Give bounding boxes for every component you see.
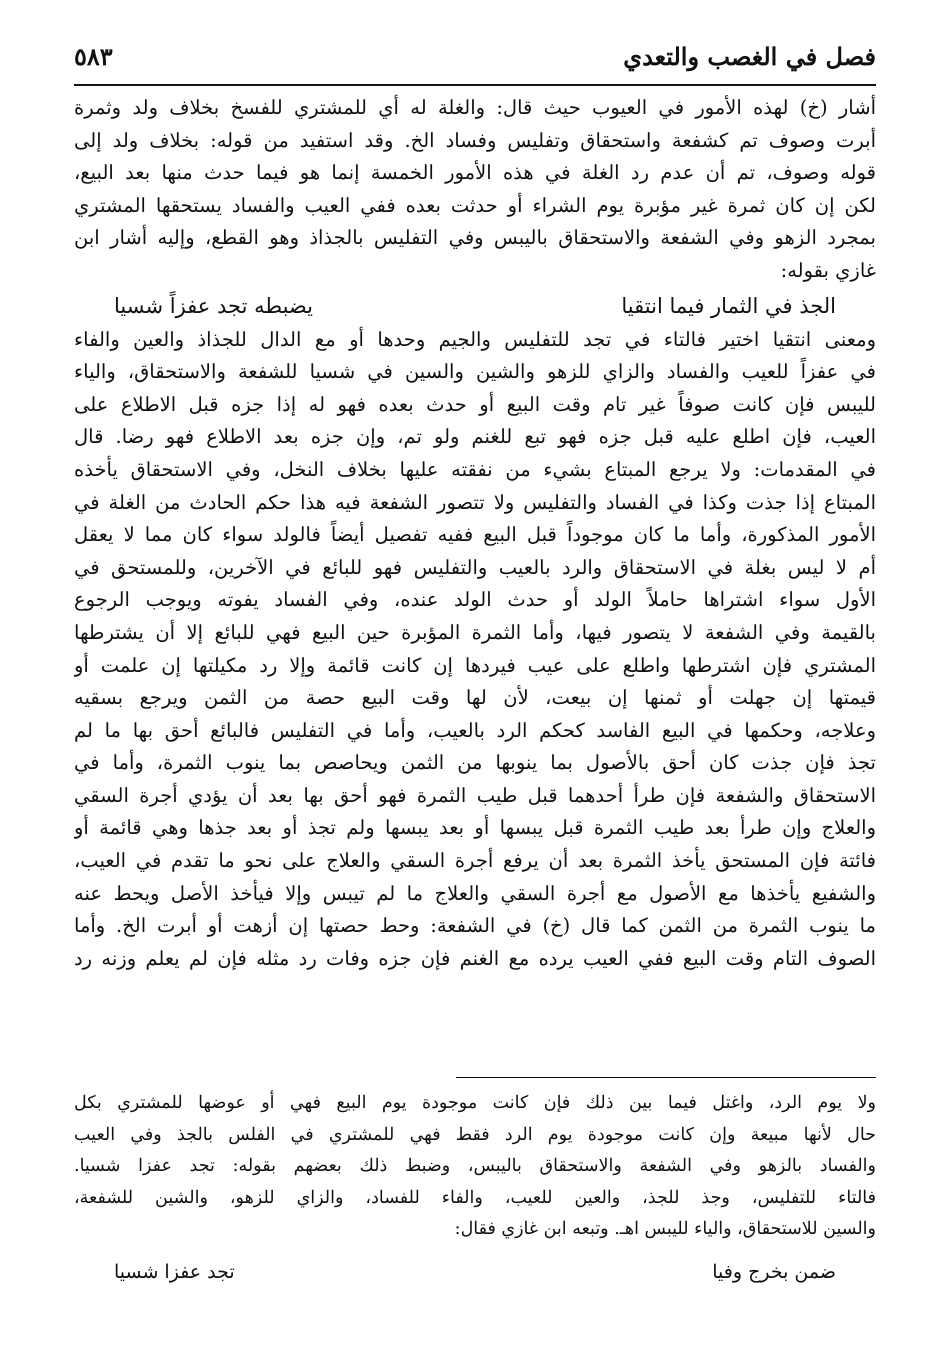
text-line: والشفيع يأخذها مع الأصول مع أجرة السقي والعلاج ما لم تيبس وإلا فيأخذ الأصل ويحط عنه [74,881,876,905]
footnote-line: والسين للاستحقاق، والياء لليبس اهـ. وتبعه ابن غازي فقال: [454,1219,876,1239]
footnote-verse-second: تجد عفزا شسيا [114,1260,235,1283]
text-line: أشار (خ) لهذه الأمور في العيوب حيث قال: والغلة له أي للمشتري للفسخ بخلاف ولد وثمرة [74,96,876,119]
text-line: لكن إن كان ثمرة غير مؤبرة يوم الشراء أو حدثت بعده ففي العيب والفساد يستحقها المشتري [74,193,876,217]
text-line: والعلاج وإن طرأ بعد طيب الثمرة قبل يبسها أو بعد يبسها ولم تجذ أو بعد جذها وهي قائمة أو [74,816,876,840]
page-number: ٥٨٣ [74,42,113,71]
text-line: الاستحقاق والشفعة فإن طرأ أحدهما قبل طيب الثمرة فهو أحق بها بعد أن يؤدي أجرة السقي [74,783,876,807]
text-line: غازي بقوله: [780,258,876,282]
text-line: المشتري فإن اشترطها واطلع على عيب فيردها إن كانت قائمة وإلا رد مكيلتها إن علمت أو [74,653,876,677]
main-text [74,92,876,975]
text-line: بمجرد الزهو وفي الشفعة والاستحقاق باليبس وفي التفليس بالجذاذ وهو القطع، وإليه أشار ابن [74,226,876,250]
text-line: الأمور المذكورة، وأما ما كان موجوداً قبل البيع ففيه تفصيل أيضاً فالولد سواء كان مما لا يعقل [74,523,876,547]
verse-line [74,288,876,324]
page-header [74,38,876,86]
text-line: في عفزاً للعيب والفساد والزاي للزهو والشين والسين في شسيا للشفعة والاستحقاق، والياء [74,360,876,384]
text-line: قيمتها إن جهلت أو ثمنها إن بيعت، لأن لها وقت البيع حصة من الثمن ويرجع بسقيه [74,686,876,710]
text-line: الصوف التام وقت البيع ففي العيب يرده مع الغنم فإن جزه وفات رد مثله فإن لم يعلم وزنه رد [74,946,876,970]
verse-hemistich-second: يضبطه تجد عفزاً شسيا [114,293,313,318]
footnote-verse-first: ضمن بخرج وفيا [712,1260,836,1283]
text-line: في المقدمات: ولا يرجع المبتاع بشيء من نفقته عليها بخلاف النخل، وفي الاستحقاق يأخذه [74,457,876,481]
text-line: ومعنى انتقيا اختير فالتاء في تجد للتفليس والجيم وحدها أو مع الدال للجذاذ والعين والفاء [74,327,876,351]
footnote-line: والفساد بالزهو وفي الشفعة والاستحقاق باليبس، وضبط ذلك بعضهم بقوله: تجد عفزا شسيا. [74,1156,876,1176]
footnote-verse [74,1246,876,1292]
text-line: الأول سواء اشتراها حاملاً الولد أو حدث الولد عنده، وفي الفساد يفوته ويوجب الرجوع [74,588,876,612]
text-line: بالقيمة وفي الشفعة لا يتصور فيها، وأما الثمرة المؤبرة حين البيع فهي للبائع إلا أن يشترطها [74,620,876,644]
text-line: المبتاع إذا جذت وكذا في الفساد والتفليس ولا تتصور الشفعة فيه هذا حكم الحادث من الغلة في [74,490,876,514]
text-line: قوله وصوف، تم أن عدم رد الغلة في هذه الأمور الخمسة إنما هو فيما حدث منها بعد البيع، [74,161,876,185]
text-line: أبرت وصوف تم كشفعة واستحقاق وتفليس وفساد الخ. وقد استفيد من قوله: بخلاف ولد إلى [74,128,876,152]
footnote-line: فالتاء للتفليس، وجذ للجذ، والعين للعيب، والفاء للفساد، والزاي للزهو، والشين للشفعة، [74,1187,876,1208]
text-line: لليبس فإن كانت صوفاً غير تام وقت البيع أو حدث بعده فهو له إذا جزه قبل الاطلاع على [74,392,876,416]
footnote-separator [456,1077,876,1078]
text-line: فائتة فإن المستحق يأخذ الثمرة بعد أن يرفع أجرة السقي والعلاج على نحو ما تقدم في العيب، [74,849,876,873]
footnote-line: حال لأنها مبيعة وإن كانت موجودة يوم الرد فقط فهي للمشتري في الفلس بالجذ وفي العيب [74,1124,876,1145]
text-line: وعلاجه، وحكمها في البيع الفاسد كحكم الرد بالعيب، وأما في التفليس فالبائع أحق بها ما لم [74,718,876,742]
footnote-line: ولا يوم الرد، واغتل فيما بين ذلك فإن كانت موجودة يوم البيع فهي أو عوضها للمشتري بكل [74,1093,876,1113]
text-line: تجذ فإن جذت كان أحق بالأصول بما ينوبها من الثمن ويحاصص بما ينوب الثمرة، وأما في [74,751,876,775]
text-line: ما ينوب الثمرة من الثمن كما قال (خ) في الشفعة: وحط حصتها إن أزهت أو أبرت الخ. وأما [74,914,876,938]
footnote-text [74,1088,876,1292]
running-title: فصل في الغصب والتعدي [623,42,876,71]
verse-hemistich-first: الجذ في الثمار فيما انتقيا [621,293,836,318]
text-line: العيب، فإن اطلع عليه قبل جزه فهو تبع للغنم ولو تم، وإن جزه بعد الاطلاع فهو رضا. قال [74,425,876,449]
text-line: أم لا ليس بغلة في الاستحقاق والرد بالعيب والتفليس فهو للبائع في الآخرين، وللمستحق في [74,555,876,579]
